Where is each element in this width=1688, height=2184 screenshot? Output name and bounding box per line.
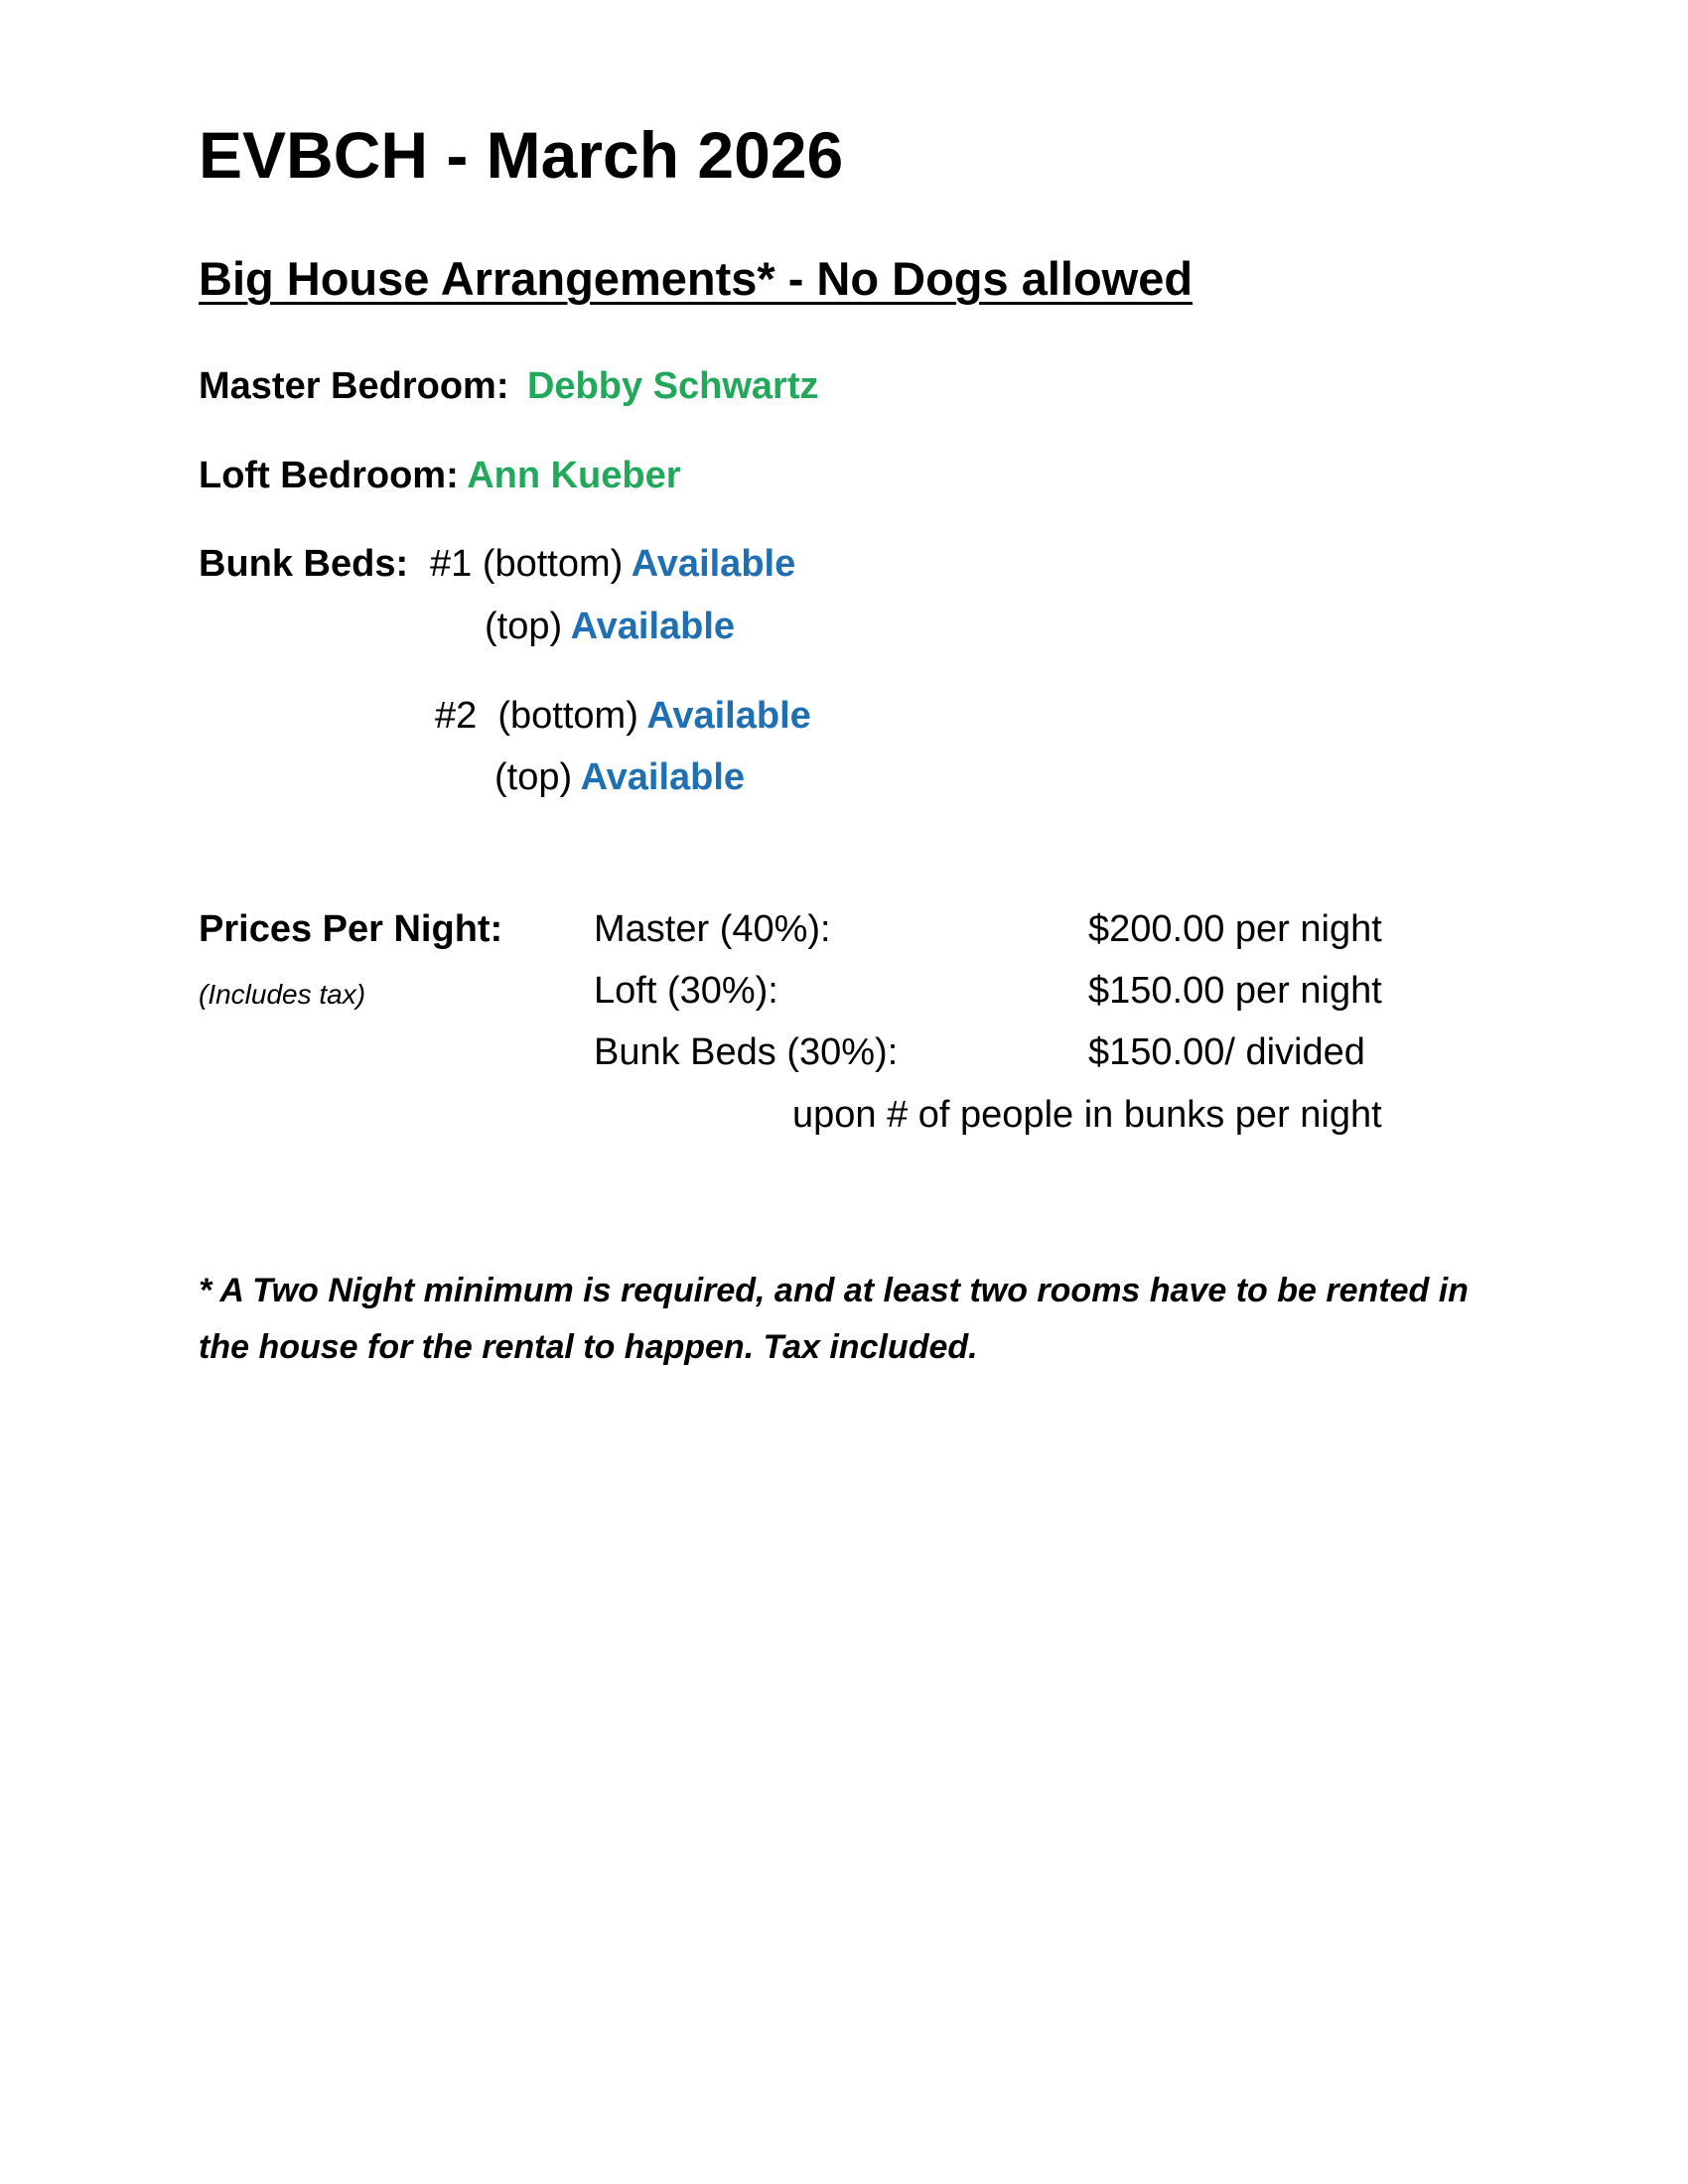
bunk2-bottom-label: #2 (bottom) <box>435 695 638 737</box>
prices-note: (Includes tax) <box>199 979 366 1010</box>
prices-label: Prices Per Night: <box>199 908 503 950</box>
bunk2-top-row <box>494 756 745 799</box>
price-item-value: $150.00/ divided <box>1088 1031 1365 1073</box>
bunk1-top-label: (top) <box>485 606 563 647</box>
bunk-price-continuation: upon # of people in bunks per night <box>792 1094 1382 1136</box>
price-item-value: $200.00 per night <box>1088 908 1382 950</box>
bunk2-bottom-row <box>435 695 811 738</box>
bunk2-top-label: (top) <box>494 756 573 798</box>
loft-bedroom-label: Loft Bedroom: <box>199 455 459 496</box>
price-item-value: $150.00 per night <box>1088 970 1382 1012</box>
master-bedroom-row <box>199 365 818 408</box>
master-bedroom-occupant: Debby Schwartz <box>526 365 819 407</box>
section-heading: Big House Arrangements* - No Dogs allowed <box>199 252 1194 305</box>
bunk1-top-status: Available <box>570 606 736 647</box>
price-item-name: Bunk Beds (30%): <box>594 1031 899 1073</box>
bunk1-bottom-row <box>430 543 795 586</box>
bunk2-bottom-status: Available <box>646 695 811 737</box>
footnote: * A Two Night minimum is required, and at least two rooms have to be rented in the house for the rental to happen. Tax included. <box>199 1272 1469 1366</box>
bunk1-bottom-label: #1 (bottom) <box>430 543 624 585</box>
price-item-name: Loft (30%): <box>594 970 778 1012</box>
master-bedroom-label: Master Bedroom: <box>199 365 509 407</box>
bunk-beds-label: Bunk Beds: <box>199 543 409 585</box>
bunk2-top-status: Available <box>580 756 746 798</box>
loft-bedroom-row <box>199 455 681 497</box>
bunk1-bottom-status: Available <box>631 543 796 585</box>
bunk1-top-row <box>485 606 735 648</box>
page-title: EVBCH - March 2026 <box>199 118 844 192</box>
price-item-name: Master (40%): <box>594 908 831 950</box>
loft-bedroom-occupant: Ann Kueber <box>467 455 681 496</box>
